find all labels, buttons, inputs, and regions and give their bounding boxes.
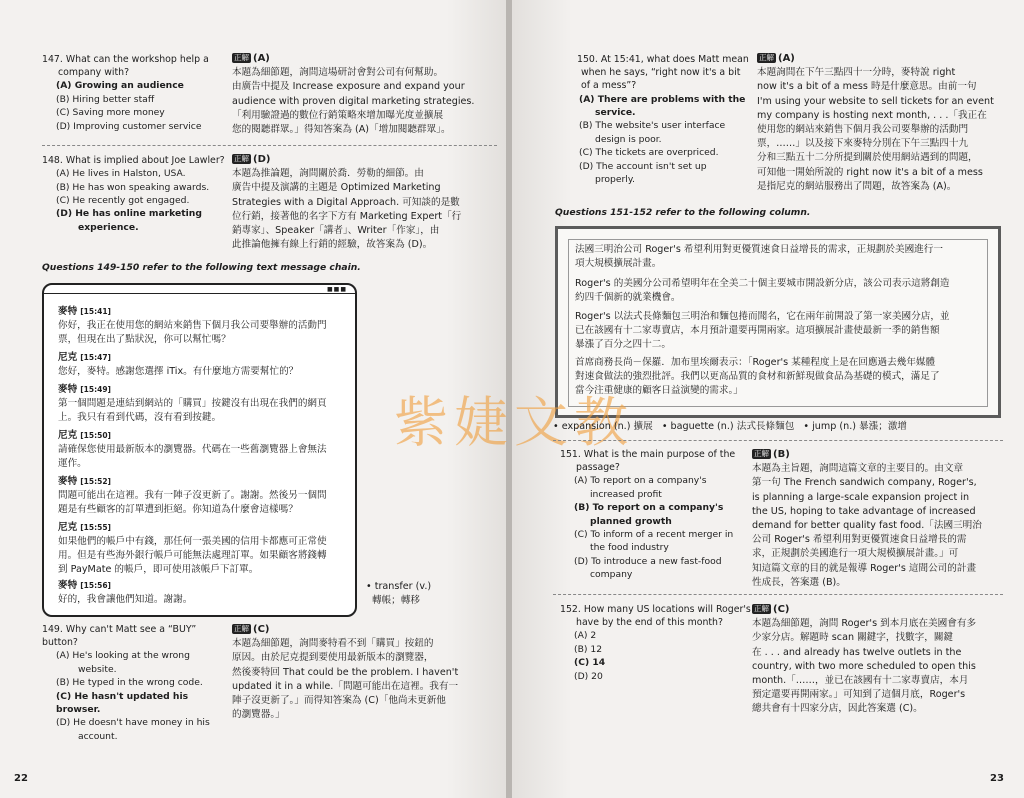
explanation-line: country, with two more scheduled to open this	[752, 660, 976, 672]
question-stem: passage?	[576, 462, 620, 474]
explanation-line: 使用您的網站來銷售下個月我公司要舉辦的活動門	[757, 124, 969, 136]
message-line: 運作。	[58, 458, 87, 469]
chat-message	[58, 579, 348, 607]
explanation-line: 的瀏覽器。」	[232, 709, 285, 721]
question-152	[560, 603, 755, 683]
question-150	[577, 53, 757, 186]
answer-badge: 正解	[754, 604, 769, 613]
section-heading: Questions 149-150 refer to the following text message chain.	[42, 262, 361, 273]
question-stem: 152. How many US locations will Roger's	[560, 604, 751, 615]
chat-message	[58, 521, 348, 577]
article-line: 對速食做法的強烈批評。我們以更高品質的食材和新鮮現做食品為基礎的模式，滿足了	[575, 371, 940, 382]
message-line: 到 PayMate 的帳戶，即可使用該帳戶下訂單。	[58, 564, 259, 575]
option: (D) The account isn't set up	[579, 160, 707, 172]
explanation-line: 預定還要再開兩家。」可知到了這個月底，Roger's	[752, 689, 966, 701]
article-line: 項大規模擴展計畫。	[575, 258, 662, 269]
message-line: 第一個問題是連結到網站的「購買」按鍵沒有出現在我們的網頁	[58, 398, 327, 409]
explanation-line: 本題詢問在下午三點四十一分時，麥特說 right	[757, 67, 956, 79]
message-time: [15:56]	[80, 581, 111, 590]
question-148	[42, 154, 232, 234]
option: service.	[595, 107, 636, 119]
explanation-line: audience with proven digital marketing strategies.	[232, 95, 475, 107]
section-heading: Questions 151-152 refer to the following column.	[555, 207, 811, 218]
page-number: 23	[990, 773, 1004, 784]
divider	[553, 594, 1003, 595]
message-time: [15:55]	[80, 523, 111, 532]
message-time: [15:49]	[80, 385, 111, 394]
answer-badge: 正解	[759, 53, 774, 62]
message-line: 您好，麥特。感謝您選擇 iTix。有什麼地方需要幫忙的？	[58, 366, 299, 377]
explanation-line: 廣告中提及演講的主題是 Optimized Marketing	[232, 182, 441, 194]
sender-name: 麥特	[58, 306, 78, 317]
article-paragraph	[575, 356, 985, 398]
option: the food industry	[590, 542, 669, 554]
option: (A) To report on a company's	[574, 475, 707, 487]
article-paragraph	[575, 243, 985, 271]
article-line: Roger's 的美國分公司希望明年在全美二十個主要城市開設新分店，該公司表示這將創造	[575, 278, 950, 289]
explanation-line: the US, hoping to take advantage of increased	[752, 505, 976, 517]
explanation-line: 總共會有十四家分店，因此答案選 (C)。	[752, 703, 923, 715]
message-line: 題是有些顧客的訂單遭到拒絕。你知道為什麼會這樣嗎？	[58, 504, 298, 515]
message-line: 上。我只有看到代碼，沒有看到按鍵。	[58, 412, 222, 423]
option: (C) 14	[574, 657, 606, 669]
explanation-line: 本題為主旨題，詢問這篇文章的主要目的。由文章	[752, 463, 964, 475]
option: company	[590, 569, 633, 581]
explanation-147	[232, 52, 497, 137]
explanation-line: 少家分店。解題時 scan 關鍵字，找數字，關鍵	[752, 632, 954, 644]
article-line: 首席商務長尚－保羅．加布里埃爾表示：「Roger's 某種程度上是在回應過去幾年媒體	[575, 357, 936, 368]
watermark-logo: 紫婕文教	[394, 391, 634, 454]
question-stem: 150. At 15:41, what does Matt mean	[577, 54, 749, 65]
article-line: 已在該國有十二家專賣店，本月預計還要再開兩家。這項擴展計畫使最新一季的銷售額	[575, 325, 940, 336]
option: (B) He typed in the wrong code.	[56, 677, 203, 689]
message-line: 用。但是有些海外銀行帳戶可能無法處理訂單。如果顧客將錢轉	[58, 550, 327, 561]
question-151	[560, 448, 755, 582]
answer-label: (B)	[773, 449, 790, 460]
article-paragraph	[575, 277, 985, 305]
explanation-148	[232, 153, 497, 252]
divider	[42, 145, 497, 146]
explanation-line: 原因。由於尼克提到要使用最新版本的瀏覽器，	[232, 652, 434, 664]
explanation-line: 分和三點五十二分所提到關於使用網站遇到的問題，	[757, 152, 978, 164]
page-number: 22	[14, 773, 28, 784]
explanation-line: 第一句 The French sandwich company, Roger's,	[752, 477, 977, 489]
message-time: [15:41]	[80, 307, 111, 316]
option: (B) The website's user interface	[579, 120, 726, 132]
option: (B) 12	[574, 643, 603, 655]
option: increased profit	[590, 488, 662, 500]
explanation-149	[232, 623, 497, 722]
explanation-line: 由廣告中提及 Increase exposure and expand your	[232, 81, 465, 93]
explanation-150	[757, 52, 1002, 194]
article-paragraph	[575, 310, 985, 352]
message-time: [15:52]	[80, 477, 111, 486]
explanation-line: 銷專家」、Speaker「講者」、Writer「作家」，由	[232, 225, 440, 237]
option: account.	[78, 730, 118, 742]
explanation-line: demand for better quality fast food.「法國三明治	[752, 520, 982, 532]
answer-label: (A)	[778, 53, 795, 64]
explanation-line: month.「……，並已在該國有十二家專賣店，本月	[752, 675, 969, 687]
answer-badge: 正解	[234, 53, 249, 62]
question-stem: of a mess”?	[581, 80, 637, 92]
chat-message	[58, 351, 348, 379]
option: (B) He has won speaking awards.	[56, 181, 210, 193]
explanation-line: 然後麥特回 That could be the problem. I haven't	[232, 666, 459, 678]
option: (A) He's looking at the wrong	[56, 650, 190, 662]
answer-badge: 正解	[234, 624, 249, 633]
question-stem: 149. Why can't Matt see a “BUY” button?	[42, 624, 197, 649]
vocab-meaning: 轉帳；轉移	[372, 595, 420, 606]
option: (C) He hasn't updated his browser.	[56, 690, 189, 716]
text-message-chain	[42, 283, 357, 617]
explanation-line: I'm using your website to sell tickets for an event	[757, 95, 994, 107]
explanation-line: 求，正規劃於美國進行一項大規模擴展計畫。」可	[752, 548, 959, 560]
message-line: 問題可能出在這裡。我有一陣子沒更新了。謝謝。然後另一個問	[58, 490, 327, 501]
option: (C) To inform of a recent merger in	[574, 529, 734, 541]
answer-badge: 正解	[234, 154, 249, 163]
explanation-line: 是指尼克的網站服務出了問題，故答案為 (A)。	[757, 180, 957, 192]
explanation-line: 本題為細節題，詢問麥特看不到「購買」按鈕的	[232, 638, 434, 650]
vocab-line: • expansion (n.) 擴展 • baguette (n.) 法式長條麵包 • jump (n.) 暴漲；激增	[553, 421, 908, 432]
message-time: [15:47]	[80, 353, 111, 362]
question-149	[42, 623, 232, 743]
message-line: 請確保您使用最新版本的瀏覽器。代碼在一些舊瀏覽器上會無法	[58, 444, 327, 455]
article-line: Roger's 以法式長條麵包三明治和麵包捲而聞名，它在兩年前開設了第一家美國分店，並	[575, 311, 950, 322]
article-line: 約四千個新的就業機會。	[575, 292, 681, 303]
explanation-152	[752, 603, 1002, 717]
question-stem: when he says, “right now it's a bit	[581, 67, 741, 79]
article-line: 當今注重健康的顧客日益演變的需求。」	[575, 385, 743, 396]
question-stem: 147. What can the workshop help a	[42, 54, 209, 65]
explanation-line: now it's a bit of a mess 時是什麼意思。由前一句	[757, 81, 977, 93]
vocab-word: • transfer (v.)	[366, 581, 432, 592]
explanation-151	[752, 448, 1002, 590]
answer-label: (A)	[253, 53, 270, 64]
option: (B) To report on a company's	[574, 502, 724, 514]
explanation-line: 票，……」以及接下來麥特分別在下午三點四十九	[757, 138, 969, 150]
article-line: 法國三明治公司 Roger's 希望利用對更優質速食日益增長的需求，正規劃於美國進行一	[575, 244, 943, 255]
chat-message	[58, 305, 348, 347]
option: (D) 20	[574, 670, 603, 682]
vocab-note	[366, 580, 486, 608]
explanation-line: 陣子沒更新了。」而得知答案為 (C)「他尚未更新他	[232, 695, 446, 707]
option: (D) He doesn't have money in his	[56, 717, 210, 729]
explanation-line: 「利用驗證過的數位行銷策略來增加曝光度並擴展	[232, 109, 444, 121]
article-line: 暴漲了百分之四十二。	[575, 339, 671, 350]
explanation-line: updated it in a while.「問題可能出在這裡。我有一	[232, 680, 459, 692]
explanation-line: 可知他一開始所說的 right now it's a bit of a mess	[757, 166, 983, 178]
sender-name: 麥特	[58, 476, 78, 487]
message-line: 票，但現在出了點狀況，你可以幫忙嗎？	[58, 334, 231, 345]
option: (B) Hiring better staff	[56, 93, 155, 105]
explanation-line: 此推論他擁有線上行銷的經驗，故答案為 (D)。	[232, 239, 433, 251]
sender-name: 尼克	[58, 352, 78, 363]
option: (A) Growing an audience	[56, 80, 184, 92]
option: (D) To introduce a new fast-food	[574, 555, 722, 567]
option: (D) He has online marketing	[56, 208, 202, 220]
explanation-line: 知這篇文章的目的就是報導 Roger's 這間公司的計畫	[752, 562, 977, 574]
sender-name: 尼克	[58, 522, 78, 533]
explanation-line: 您的閱聽群眾。」得知答案為 (A)「增加閱聽群眾」。	[232, 124, 451, 136]
window-dots-icon: ■■■	[326, 286, 347, 293]
option: (D) Improving customer service	[56, 120, 202, 132]
divider	[553, 440, 1003, 441]
chat-message	[58, 475, 348, 517]
explanation-line: 性成長，答案選 (B)。	[752, 576, 846, 588]
option: properly.	[595, 174, 635, 186]
option: (C) Saving more money	[56, 107, 165, 119]
option: experience.	[78, 221, 139, 233]
option: (A) He lives in Halston, USA.	[56, 168, 186, 180]
option: website.	[78, 663, 117, 675]
question-stem: 151. What is the main purpose of the	[560, 449, 736, 460]
sender-name: 尼克	[58, 430, 78, 441]
explanation-line: 位行銷，接著他的名字下方有 Marketing Expert「行	[232, 210, 462, 222]
option: (C) The tickets are overpriced.	[579, 147, 719, 159]
explanation-line: 本題為推論題，詢問關於喬．勞勒的細節。由	[232, 168, 424, 180]
explanation-line: 本題為細節題，詢問這場研討會對公司有何幫助。	[232, 67, 444, 79]
message-line: 如果他們的帳戶中有錢，那任何一張美國的信用卡都應可正常使	[58, 536, 327, 547]
explanation-line: is planning a large-scale expansion project in	[752, 491, 970, 503]
sender-name: 麥特	[58, 384, 78, 395]
explanation-line: Strategies with a Digital Approach. 可知談的是數	[232, 196, 460, 208]
answer-label: (D)	[253, 154, 271, 165]
question-stem: have by the end of this month?	[576, 617, 723, 629]
option: (C) He recently got engaged.	[56, 195, 190, 207]
explanation-line: 本題為細節題，詢問 Roger's 到本月底在美國會有多	[752, 618, 977, 630]
message-line: 你好，我正在使用您的網站來銷售下個月我公司要舉辦的活動門	[58, 320, 327, 331]
message-time: [15:50]	[80, 431, 111, 440]
option: design is poor.	[595, 133, 662, 145]
answer-badge: 正解	[754, 449, 769, 458]
question-stem: company with?	[58, 67, 130, 79]
answer-label: (C)	[253, 624, 270, 635]
window-bar	[44, 285, 355, 294]
question-stem: 148. What is implied about Joe Lawler?	[42, 155, 225, 166]
explanation-line: 公司 Roger's 希望利用對更優質速食日益增長的需	[752, 534, 967, 546]
chat-message	[58, 429, 348, 471]
message-line: 好的，我會讓他們知道。謝謝。	[58, 594, 193, 605]
explanation-line: my company is hosting next month, . . .「我正在	[757, 109, 987, 121]
option: planned growth	[590, 515, 672, 527]
answer-label: (C)	[773, 604, 790, 615]
explanation-line: 在 . . . and already has twelve outlets in the	[752, 646, 962, 658]
sender-name: 麥特	[58, 580, 78, 591]
option: (A) 2	[574, 630, 597, 642]
chat-message	[58, 383, 348, 425]
option: (A) There are problems with the	[579, 93, 746, 105]
question-147	[42, 53, 232, 133]
